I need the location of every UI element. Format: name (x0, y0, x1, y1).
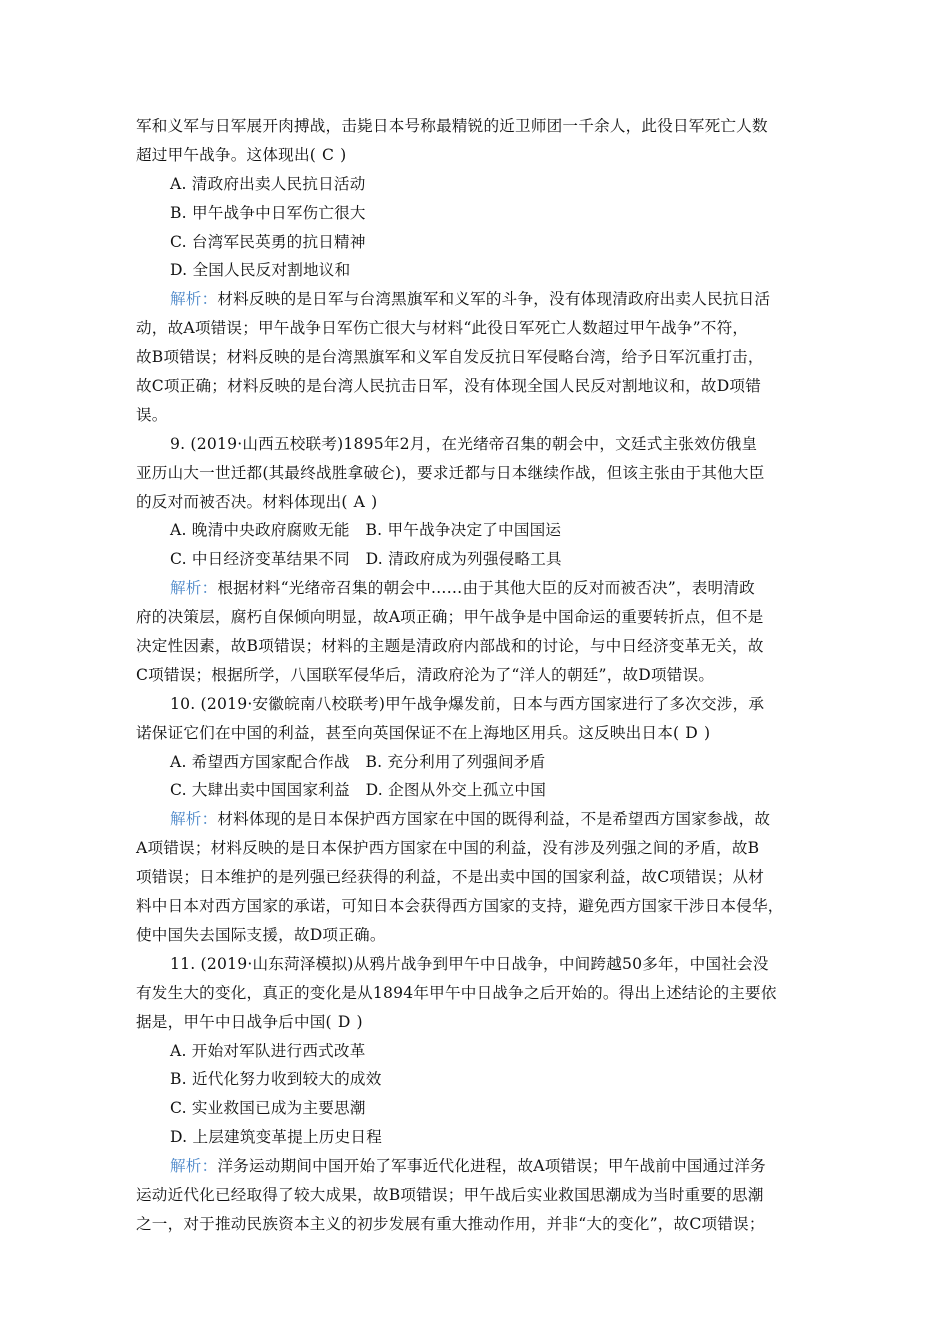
question-11-paren-close: ) (356, 1012, 363, 1031)
question-8-option-b: B. 甲午战争中日军伤亡很大 (170, 203, 366, 222)
question-8-stem-text: 超过甲午战争。这体现出( (136, 145, 317, 164)
question-8-option-a: A. 清政府出卖人民抗日活动 (170, 174, 366, 193)
question-11-stem-text: 据是，甲午中日战争后中国( (136, 1012, 332, 1031)
question-8-paren-close: ) (340, 145, 347, 164)
question-8-option-d: D. 全国人民反对割地议和 (170, 261, 351, 280)
analysis-line (136, 1152, 820, 1181)
question-10-options (136, 748, 820, 806)
analysis-line: A项错误；材料反映的是日本保护西方国家在中国的利益，没有涉及列强之间的矛盾，故B (136, 839, 760, 858)
analysis-line: 之一，对于推动民族资本主义的初步发展有重大推动作用，并非“大的变化”，故C项错误； (136, 1214, 765, 1233)
question-9-analysis (136, 574, 820, 690)
analysis-line: 故B项错误；材料反映的是台湾黑旗军和义军自发反抗日军侵略台湾，给予日军沉重打击， (136, 348, 764, 367)
question-9-option-row: C. 中日经济变革结果不同 D. 清政府成为列强侵略工具 (170, 550, 562, 569)
analysis-line (136, 285, 820, 314)
analysis-label: 解析： (170, 1157, 218, 1176)
analysis-line: 使中国失去国际支援，故D项正确。 (136, 925, 386, 944)
question-10-paren-close: ) (703, 723, 711, 742)
question-10-answer: D (685, 723, 698, 742)
question-11-stem-line: 有发生大的变化，真正的变化是从1894年甲午中日战争之后开始的。得出上述结论的主要依 (136, 983, 777, 1002)
question-11-analysis (136, 1152, 820, 1239)
analysis-line: C项错误；根据所学，八国联军侵华后，清政府沦为了“洋人的朝廷”，故D项错误。 (136, 665, 715, 684)
analysis-line: 府的决策层，腐朽自保倾向明显，故A项正确；甲午战争是中国命运的重要转折点，但不是 (136, 608, 764, 627)
question-8-stem-line (136, 141, 820, 170)
document-page (136, 112, 820, 1239)
question-11-answer: D (337, 1012, 351, 1031)
question-11-option-b: B. 近代化努力收到较大的成效 (170, 1070, 382, 1089)
analysis-line: 料中日本对西方国家的承诺，可知日本会获得西方国家的支持，避免西方国家干涉日本侵华， (136, 897, 784, 916)
question-9-stem-line: 亚历山大一世迁都(其最终战胜拿破仑)，要求迁都与日本继续作战，但该主张由于其他大臣 (136, 463, 765, 482)
question-10-option-row: A. 希望西方国家配合作战 B. 充分利用了列强间矛盾 (170, 752, 546, 771)
question-10-stem (136, 690, 820, 748)
question-8-stem (136, 112, 820, 170)
question-11-option-d: D. 上层建筑变革提上历史日程 (170, 1128, 382, 1147)
question-9-stem-line: 9. (2019·山西五校联考)1895年2月，在光绪帝召集的朝会中，文廷式主张效仿俄皇 (170, 434, 758, 453)
question-10-option-row: C. 大肆出卖中国国家利益 D. 企图从外交上孤立中国 (170, 781, 547, 800)
analysis-label: 解析： (170, 810, 218, 829)
analysis-text: 根据材料“光绪帝召集的朝会中……由于其他大臣的反对而被否决”，表明清政 (217, 579, 755, 598)
analysis-line: 故C项正确；材料反映的是台湾人民抗击日军，没有体现全国人民反对割地议和，故D项错 (136, 377, 761, 396)
question-8-answer: C (322, 145, 335, 164)
analysis-line: 项错误；日本维护的是列强已经获得的利益，不是出卖中国的国家利益，故C项错误；从材 (136, 868, 765, 887)
question-11-option-a: A. 开始对军队进行西式改革 (170, 1041, 366, 1060)
question-10-stem-text: 诺保证它们在中国的利益，甚至向英国保证不在上海地区用兵。这反映出日本( (136, 723, 680, 742)
question-11-stem-line (136, 1008, 820, 1037)
question-11-stem-line: 11. (2019·山东菏泽模拟)从鸦片战争到甲午中日战争，中间跨越50多年，中国社会没 (170, 954, 769, 973)
question-10-analysis (136, 805, 820, 949)
analysis-line (136, 574, 820, 603)
question-8-analysis (136, 285, 820, 429)
question-9-answer: A (353, 492, 366, 511)
question-11-options (136, 1037, 820, 1153)
question-9-stem (136, 430, 820, 517)
question-9-option-row: A. 晚清中央政府腐败无能 B. 甲午战争决定了中国国运 (170, 521, 562, 540)
question-10-stem-line: 10. (2019·安徽皖南八校联考)甲午战争爆发前，日本与西方国家进行了多次交涉，承 (170, 694, 765, 713)
question-8-stem-line: 军和义军与日军展开肉搏战，击毙日本号称最精锐的近卫师团一千余人，此役日军死亡人数 (136, 117, 768, 135)
question-8-options (136, 170, 820, 286)
analysis-line: 误。 (136, 405, 168, 424)
question-9-stem-text: 的反对而被否决。材料体现出( (136, 492, 348, 511)
question-10-stem-line (136, 719, 820, 748)
question-9-stem-line (136, 488, 820, 517)
analysis-text: 材料体现的是日本保护西方国家在中国的既得利益，不是希望西方国家参战，故 (217, 810, 771, 829)
analysis-text: 洋务运动期间中国开始了军事近代化进程，故A项错误；甲午战前中国通过洋务 (217, 1157, 766, 1176)
question-11-stem (136, 950, 820, 1037)
question-9-options (136, 516, 820, 574)
analysis-label: 解析： (170, 579, 218, 598)
question-11-option-c: C. 实业救国已成为主要思潮 (170, 1099, 366, 1118)
analysis-line: 决定性因素，故B项错误；材料的主题是清政府内部战和的讨论，与中日经济变革无关，故 (136, 637, 764, 656)
analysis-line (136, 805, 820, 834)
question-8-option-c: C. 台湾军民英勇的抗日精神 (170, 232, 366, 251)
analysis-label: 解析： (170, 290, 218, 309)
analysis-text: 材料反映的是日军与台湾黑旗军和义军的斗争，没有体现清政府出卖人民抗日活 (217, 290, 771, 309)
analysis-line: 运动近代化已经取得了较大成果，故B项错误；甲午战后实业救国思潮成为当时重要的思潮 (136, 1185, 764, 1204)
analysis-line: 动，故A项错误；甲午战争日军伤亡很大与材料“此役日军死亡人数超过甲午战争”不符， (136, 319, 749, 338)
question-9-paren-close: ) (371, 492, 378, 511)
